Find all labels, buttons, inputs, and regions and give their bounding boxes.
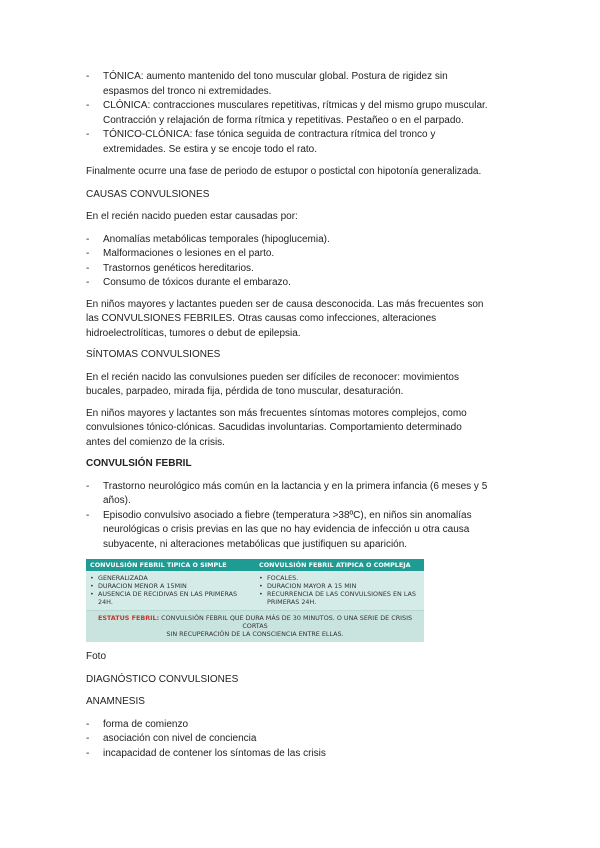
status-row: ESTATUS FEBRIL: CONVULSIÓN FEBRIL QUE DURA MÁS DE 30 MINUTOS. O UNA SERIE DE CRISIS CORTAS SIN RECUPERACIÓN DE LA CONSCIENCIA ENTRE ELLAS.	[86, 610, 424, 642]
sintomas-mayores-paragraph: En niños mayores y lactantes son más frecuentes síntomas motores complejos, como convulsiones tónico-clónicas. Sacudidas involuntarias. Comportamiento determinado antes del comienzo de la crisis.	[86, 407, 467, 448]
list-item: - Anomalías metabólicas temporales (hipoglucemia).	[86, 233, 514, 248]
type-label: CLÓNICA:	[103, 100, 151, 111]
status-label: ESTATUS FEBRIL:	[97, 614, 160, 622]
list-item: - TÓNICA: aumento mantenido del tono muscular global. Postura de rigidez sin espasmos del tronco ni extremidades.	[86, 70, 514, 99]
sintomas-heading: SÍNTOMAS CONVULSIONES	[86, 349, 221, 360]
list-item: - Malformaciones o lesiones en el parto.	[86, 247, 514, 262]
finalmente-paragraph: Finalmente ocurre una fase de periodo de estupor o postictal con hipotonía generalizada.	[86, 166, 482, 177]
table-item: • AUSENCIA DE RECIDIVAS EN LAS PRIMERAS 24H.	[90, 590, 251, 606]
type-label: TÓNICO-CLÓNICA:	[103, 129, 193, 140]
convulsion-types-list	[86, 70, 514, 157]
febril-heading: CONVULSIÓN FEBRIL	[86, 458, 192, 469]
febril-table-header	[86, 559, 424, 571]
table-item: • RECURRENCIA DE LAS CONVULSIONES EN LAS PRIMERAS 24H.	[259, 590, 420, 606]
febril-table-image	[86, 559, 424, 642]
diagnostico-heading: DIAGNÓSTICO CONVULSIONES	[86, 673, 239, 685]
mayores-causas-paragraph: En niños mayores y lactantes pueden ser de causa desconocida. Las más frecuentes son las CONVULSIONES FEBRILES. Otras causas como infecciones, alteraciones hidroelectrolíticas, tumores o debut de epilepsia.	[86, 298, 484, 339]
sintomas-rn-paragraph: En el recién nacido las convulsiones pueden ser difíciles de reconocer: movimientos bucales, parpadeo, mirada fija, pérdida de tono muscular, desaturación.	[86, 371, 459, 397]
causas-list	[86, 233, 514, 291]
list-item: - Trastorno neurológico más común en la lactancia y en la primera infancia (6 meses y 5 años).	[86, 480, 514, 509]
list-item: - CLÓNICA: contracciones musculares repetitivas, rítmicas y del mismo grupo muscular. Contracción y relajación de forma rítmica y repetitivas. Pestañeo o en el parpado.	[86, 99, 514, 128]
list-item: - forma de comienzo	[86, 718, 514, 733]
recien-nacido-intro: En el recién nacido pueden estar causadas por:	[86, 211, 298, 222]
causas-heading: CAUSAS CONVULSIONES	[86, 188, 210, 200]
febril-list	[86, 480, 514, 553]
anamnesis-heading: ANAMNESIS	[86, 696, 145, 707]
list-item: - TÓNICO-CLÓNICA: fase tónica seguida de contractura rítmica del tronco y extremidades. Se estira y se encoje todo el rato.	[86, 128, 514, 157]
col1-header: CONVULSIÓN FEBRIL TIPICA O SIMPLE	[90, 561, 227, 569]
document-content	[86, 70, 514, 761]
col2-header: CONVULSIÓN FEBRIL ATIPICA O COMPLEJA	[259, 561, 411, 569]
table-item: • GENERALIZADA	[90, 574, 251, 582]
list-item: - incapacidad de contener los síntomas de las crisis	[86, 747, 514, 762]
table-item: • DURACION MENOR A 15MIN	[90, 582, 251, 590]
list-item: - Consumo de tóxicos durante el embarazo.	[86, 276, 514, 291]
table-item: • FOCALES.	[259, 574, 420, 582]
list-item: - Episodio convulsivo asociado a fiebre (temperatura >38ºC), en niños sin anomalías neurológicas o crisis previas en las que no hay evidencia de infección u otra causa subyacente, ni alteraciones metabólicas que justifiquen su aparición.	[86, 509, 514, 553]
febril-table-body	[86, 571, 424, 610]
anamnesis-list	[86, 718, 514, 762]
list-item: - asociación con nivel de conciencia	[86, 732, 514, 747]
list-item: - Trastornos genéticos hereditarios.	[86, 262, 514, 277]
type-label: TÓNICA:	[103, 71, 144, 82]
table-item: • DURACION MAYOR A 15 MIN	[259, 582, 420, 590]
foto-label: Foto	[86, 651, 107, 662]
col2	[255, 574, 424, 606]
col1	[86, 574, 255, 606]
